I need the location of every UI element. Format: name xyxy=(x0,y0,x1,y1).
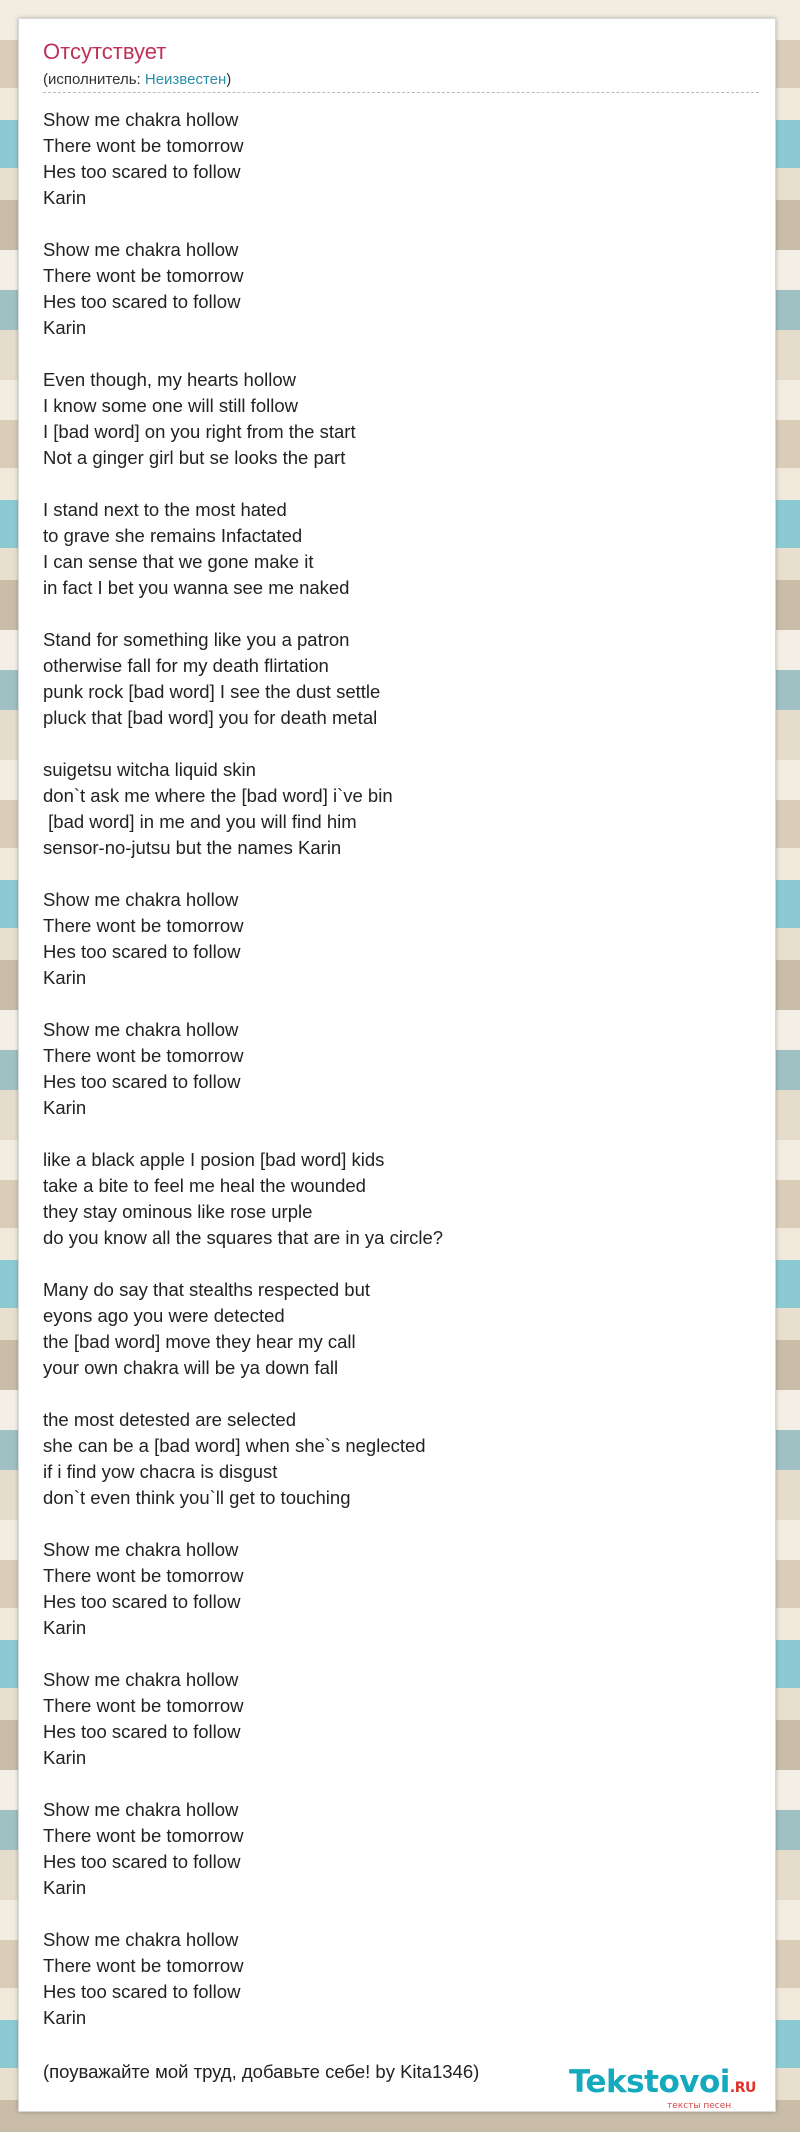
lyrics-card xyxy=(18,18,776,2112)
lyric-line: There wont be tomorrow xyxy=(43,1565,244,1586)
stanza-break xyxy=(43,1251,743,1277)
lyric-line: Show me chakra hollow xyxy=(43,109,239,130)
divider xyxy=(43,92,759,93)
lyric-line: like a black apple I posion [bad word] kids xyxy=(43,1149,385,1170)
lyric-line: Show me chakra hollow xyxy=(43,239,239,260)
lyric-line: Stand for something like you a patron xyxy=(43,629,350,650)
lyric-line: do you know all the squares that are in ya circle? xyxy=(43,1227,444,1248)
stanza-break xyxy=(43,1121,743,1147)
stanza-break xyxy=(43,211,743,237)
lyric-line: punk rock [bad word] I see the dust settle xyxy=(43,681,381,702)
song-title: Отсутствует xyxy=(43,39,167,64)
artist-suffix: ) xyxy=(226,71,232,88)
lyric-line: I [bad word] on you right from the start xyxy=(43,421,356,442)
lyric-line: Hes too scared to follow xyxy=(43,1071,241,1092)
logo-tagline: тексты песен xyxy=(667,2101,732,2111)
logo-main: Tekstovoi xyxy=(569,2064,730,2100)
lyric-line: take a bite to feel me heal the wounded xyxy=(43,1175,366,1196)
lyric-line: she can be a [bad word] when she`s neglected xyxy=(43,1435,426,1456)
stanza-break xyxy=(43,341,743,367)
lyrics-text xyxy=(43,107,743,2031)
lyric-line: [bad word] in me and you will find him xyxy=(43,811,357,832)
lyric-line: Hes too scared to follow xyxy=(43,1851,241,1872)
lyric-line: sensor-no-jutsu but the names Karin xyxy=(43,837,342,858)
lyric-line: in fact I bet you wanna see me naked xyxy=(43,577,350,598)
lyric-line: There wont be tomorrow xyxy=(43,1825,244,1846)
lyric-line: There wont be tomorrow xyxy=(43,265,244,286)
lyric-line: Hes too scared to follow xyxy=(43,291,241,312)
lyric-line: I know some one will still follow xyxy=(43,395,298,416)
lyric-line: Show me chakra hollow xyxy=(43,1539,239,1560)
stanza-break xyxy=(43,471,743,497)
lyric-line: There wont be tomorrow xyxy=(43,1045,244,1066)
lyric-line: Hes too scared to follow xyxy=(43,161,241,182)
lyric-line: Show me chakra hollow xyxy=(43,1799,239,1820)
stanza-break xyxy=(43,601,743,627)
stanza-break xyxy=(43,861,743,887)
stanza-break xyxy=(43,991,743,1017)
lyric-line: eyons ago you were detected xyxy=(43,1305,285,1326)
artist-line xyxy=(43,71,231,89)
lyric-line: they stay ominous like rose urple xyxy=(43,1201,313,1222)
logo-tld: .RU xyxy=(729,2080,756,2096)
lyric-line: Karin xyxy=(43,187,87,208)
lyric-line: There wont be tomorrow xyxy=(43,135,244,156)
artist-link[interactable]: Неизвестен xyxy=(144,71,227,88)
lyric-line: don`t ask me where the [bad word] i`ve bin xyxy=(43,785,393,806)
lyric-line: Show me chakra hollow xyxy=(43,1669,239,1690)
lyric-line: otherwise fall for my death flirtation xyxy=(43,655,329,676)
lyric-line: Karin xyxy=(43,1617,87,1638)
stanza-break xyxy=(43,1511,743,1537)
lyric-line: Many do say that stealths respected but xyxy=(43,1279,371,1300)
lyric-line: There wont be tomorrow xyxy=(43,1695,244,1716)
lyric-line: the most detested are selected xyxy=(43,1409,296,1430)
lyric-line: Hes too scared to follow xyxy=(43,1591,241,1612)
lyric-line: suigetsu witcha liquid skin xyxy=(43,759,256,780)
lyric-line: Hes too scared to follow xyxy=(43,1981,241,2002)
site-logo[interactable] xyxy=(569,2065,756,2105)
lyric-line: There wont be tomorrow xyxy=(43,1955,244,1976)
footer-note: (поуважайте мой труд, добавьте себе! by Kita1346) xyxy=(43,2061,480,2082)
artist-prefix: (исполнитель: xyxy=(43,71,145,88)
lyric-line: Karin xyxy=(43,1747,87,1768)
lyric-line: Not a ginger girl but se looks the part xyxy=(43,447,346,468)
stanza-break xyxy=(43,1901,743,1927)
lyric-line: Karin xyxy=(43,317,87,338)
lyric-line: I stand next to the most hated xyxy=(43,499,287,520)
lyric-line: Hes too scared to follow xyxy=(43,1721,241,1742)
lyric-line: Hes too scared to follow xyxy=(43,941,241,962)
lyric-line: the [bad word] move they hear my call xyxy=(43,1331,356,1352)
lyric-line: if i find yow chacra is disgust xyxy=(43,1461,278,1482)
lyric-line: to grave she remains Infactated xyxy=(43,525,303,546)
lyric-line: Karin xyxy=(43,1097,87,1118)
lyric-line: Karin xyxy=(43,2007,87,2028)
lyric-line: Karin xyxy=(43,1877,87,1898)
lyric-line: Show me chakra hollow xyxy=(43,889,239,910)
lyric-line: Show me chakra hollow xyxy=(43,1019,239,1040)
lyric-line: Show me chakra hollow xyxy=(43,1929,239,1950)
lyric-line: your own chakra will be ya down fall xyxy=(43,1357,339,1378)
lyric-line: I can sense that we gone make it xyxy=(43,551,314,572)
stanza-break xyxy=(43,1641,743,1667)
lyric-line: There wont be tomorrow xyxy=(43,915,244,936)
stanza-break xyxy=(43,1381,743,1407)
lyric-line: don`t even think you`ll get to touching xyxy=(43,1487,351,1508)
lyric-line: Karin xyxy=(43,967,87,988)
lyric-line: Even though, my hearts hollow xyxy=(43,369,296,390)
stanza-break xyxy=(43,1771,743,1797)
lyric-line: pluck that [bad word] you for death metal xyxy=(43,707,378,728)
stanza-break xyxy=(43,731,743,757)
